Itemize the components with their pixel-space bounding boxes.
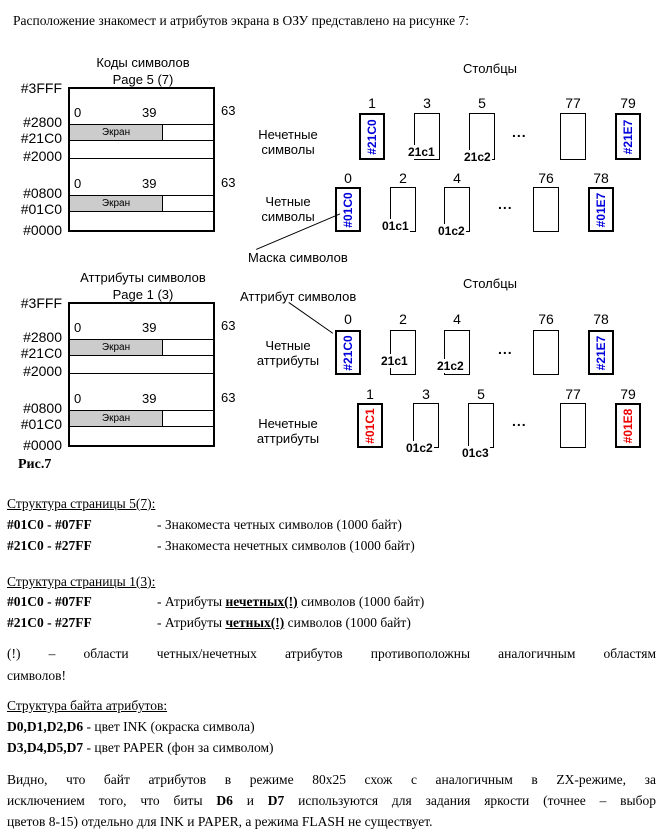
col-39-label: 39 (142, 176, 157, 191)
column-box-address (588, 187, 614, 232)
column-box-address (615, 403, 641, 448)
address-range-row (7, 538, 647, 554)
range-description: - Атрибуты четных(!) символов (1000 байт) (157, 615, 411, 630)
columns-header: Столбцы (463, 61, 517, 76)
column-box (560, 113, 586, 160)
screen-band: Экран (70, 411, 163, 426)
vertical-address-label: #01C1 (363, 407, 377, 444)
bit-description: - цвет INK (окраска символа) (83, 719, 255, 734)
col-63-label: 63 (221, 175, 236, 190)
address-label: #21C0 (20, 130, 62, 146)
vertical-address-label: #21E7 (594, 335, 608, 370)
column-number: 76 (538, 170, 554, 186)
column-number: 1 (366, 386, 374, 402)
address-range: #01C0 - #07FF (7, 594, 92, 609)
attribute-annotation: Аттрибут символов (240, 289, 357, 304)
sub-address-label: 01c2 (438, 224, 465, 238)
col-39-label: 39 (142, 391, 157, 406)
memory-map-attributes (0, 270, 260, 470)
address-range: #21C0 - #27FF (7, 538, 92, 553)
vertical-address-label: #21C0 (341, 334, 355, 371)
column-box-address (335, 330, 361, 375)
row-label-even-symbols: Четные символы (261, 194, 315, 224)
column-box (533, 330, 559, 375)
column-box (468, 403, 494, 448)
vertical-address-label: #21E7 (621, 119, 635, 154)
column-box-address (357, 403, 383, 448)
warning-text-line: (!) – области четных/нечетных атрибутов противоположны аналогичным областям (7, 646, 656, 661)
col-63-label: 63 (221, 318, 236, 333)
memory-map-title: Коды символов (96, 55, 190, 70)
column-box (560, 403, 586, 448)
column-number: 79 (620, 95, 636, 111)
emphasized-word: четных(!) (225, 615, 285, 630)
column-number: 0 (344, 311, 352, 327)
bit-names: D3,D4,D5,D7 (7, 740, 84, 755)
bit-name: D7 (267, 793, 285, 808)
screen-band: Экран (70, 196, 163, 211)
line-01c0 (70, 211, 213, 212)
ellipsis: ... (512, 413, 527, 429)
line-2000 (70, 373, 213, 374)
vertical-address-label: #21C0 (365, 118, 379, 155)
section-heading-page5: Структура страницы 5(7): (7, 496, 156, 511)
column-number: 76 (538, 311, 554, 327)
col-start-label: 0 (74, 176, 82, 191)
column-number: 4 (453, 170, 461, 186)
column-number: 5 (477, 386, 485, 402)
column-box (533, 187, 559, 232)
address-label: #0000 (23, 222, 62, 238)
memory-map-subtitle: Page 5 (7) (112, 72, 174, 87)
sub-address-label: 21c2 (464, 150, 491, 164)
address-label: #3FFF (20, 295, 62, 311)
line-01c0 (70, 426, 213, 427)
address-label: #0800 (23, 400, 62, 416)
column-number: 4 (453, 311, 461, 327)
column-number: 3 (422, 386, 430, 402)
column-number: 2 (399, 311, 407, 327)
column-number: 0 (344, 170, 352, 186)
column-number: 78 (593, 170, 609, 186)
column-number: 5 (478, 95, 486, 111)
ellipsis: ... (498, 341, 513, 357)
column-box-address (588, 330, 614, 375)
memory-map-codes (0, 55, 260, 255)
vertical-address-label: #01E7 (594, 192, 608, 227)
address-label: #2800 (23, 114, 62, 130)
column-box-address (335, 187, 361, 232)
line-21c0 (70, 355, 213, 356)
column-number: 77 (565, 95, 581, 111)
col-start-label: 0 (74, 320, 82, 335)
col-39-label: 39 (142, 105, 157, 120)
column-number: 1 (368, 95, 376, 111)
address-label: #21C0 (20, 345, 62, 361)
section-heading-page1: Структура страницы 1(3): (7, 574, 156, 589)
address-label: #2000 (23, 148, 62, 164)
memory-box (68, 87, 215, 232)
sub-address-label: 01c3 (462, 446, 489, 460)
bit-name: D6 (216, 793, 233, 808)
address-range-row (7, 517, 647, 533)
mask-annotation: Маска символов (248, 250, 348, 265)
column-number: 3 (423, 95, 431, 111)
section-heading-attr-byte: Структура байта атрибутов: (7, 698, 168, 713)
attr-bits-row (7, 740, 273, 756)
line-21c0 (70, 140, 213, 141)
bit-names: D0,D1,D2,D6 (7, 719, 84, 734)
column-box (390, 330, 416, 375)
col-start-label: 0 (74, 391, 82, 406)
address-label: #01C0 (20, 416, 62, 432)
attr-bits-row (7, 719, 255, 735)
conclusion-line: цветов 8-15) отдельно для INK и PAPER, а режима FLASH не существует. (7, 814, 433, 829)
col-63-label: 63 (221, 390, 236, 405)
row-label-even-attributes: Четные аттрибуты (256, 338, 320, 368)
warning-text-line: символов! (7, 668, 66, 683)
col-63-label: 63 (221, 103, 236, 118)
address-label: #2000 (23, 363, 62, 379)
intro-text: Расположение знакомест и атрибутов экрана в ОЗУ представлено на рисунке 7: (13, 13, 470, 28)
col-39-label: 39 (142, 320, 157, 335)
sub-address-label: 21c1 (381, 354, 408, 368)
bit-description: - цвет PAPER (фон за символом) (83, 740, 274, 755)
range-description: - Атрибуты нечетных(!) символов (1000 байт) (157, 594, 425, 609)
row-label-odd-symbols: Нечетные символы (258, 127, 318, 157)
line-2000 (70, 158, 213, 159)
address-range-row (7, 594, 647, 610)
column-number: 77 (565, 386, 581, 402)
column-box-address (359, 113, 385, 160)
columns-header: Столбцы (463, 276, 517, 291)
address-label: #0000 (23, 437, 62, 453)
memory-box (68, 302, 215, 447)
screen-band: Экран (70, 340, 163, 355)
ellipsis: ... (512, 124, 527, 140)
column-number: 78 (593, 311, 609, 327)
vertical-address-label: #01E8 (621, 408, 635, 443)
column-number: 79 (620, 386, 636, 402)
address-range: #21C0 - #27FF (7, 615, 92, 630)
column-number: 2 (399, 170, 407, 186)
emphasized-word: нечетных(!) (225, 594, 298, 609)
ellipsis: ... (498, 196, 513, 212)
sub-address-label: 01c2 (406, 441, 433, 455)
column-box-address (615, 113, 641, 160)
row-label-odd-attributes: Нечетные аттрибуты (256, 416, 320, 446)
address-label: #3FFF (20, 80, 62, 96)
address-label: #2800 (23, 329, 62, 345)
conclusion-line: исключением того, что биты D6 и D7 используются для задания яркости (точнее – выбор (7, 793, 656, 808)
address-label: #0800 (23, 185, 62, 201)
annotation-line (288, 302, 333, 334)
address-range-row (7, 615, 647, 631)
memory-map-title: Аттрибуты символов (80, 270, 206, 285)
memory-map-subtitle: Page 1 (3) (112, 287, 174, 302)
sub-address-label: 21c2 (437, 359, 464, 373)
figure-caption: Рис.7 (18, 457, 52, 472)
sub-address-label: 21c1 (408, 145, 435, 159)
col-start-label: 0 (74, 105, 82, 120)
range-description: - Знакоместа нечетных символов (1000 байт) (157, 538, 415, 553)
address-range: #01C0 - #07FF (7, 517, 92, 532)
screen-band: Экран (70, 125, 163, 140)
address-label: #01C0 (20, 201, 62, 217)
conclusion-line: Видно, что байт атрибутов в режиме 80x25 схож с аналогичным в ZX-режиме, за (7, 772, 656, 787)
sub-address-label: 01c1 (382, 219, 409, 233)
vertical-address-label: #01C0 (341, 191, 355, 228)
range-description: - Знакоместа четных символов (1000 байт) (157, 517, 402, 532)
